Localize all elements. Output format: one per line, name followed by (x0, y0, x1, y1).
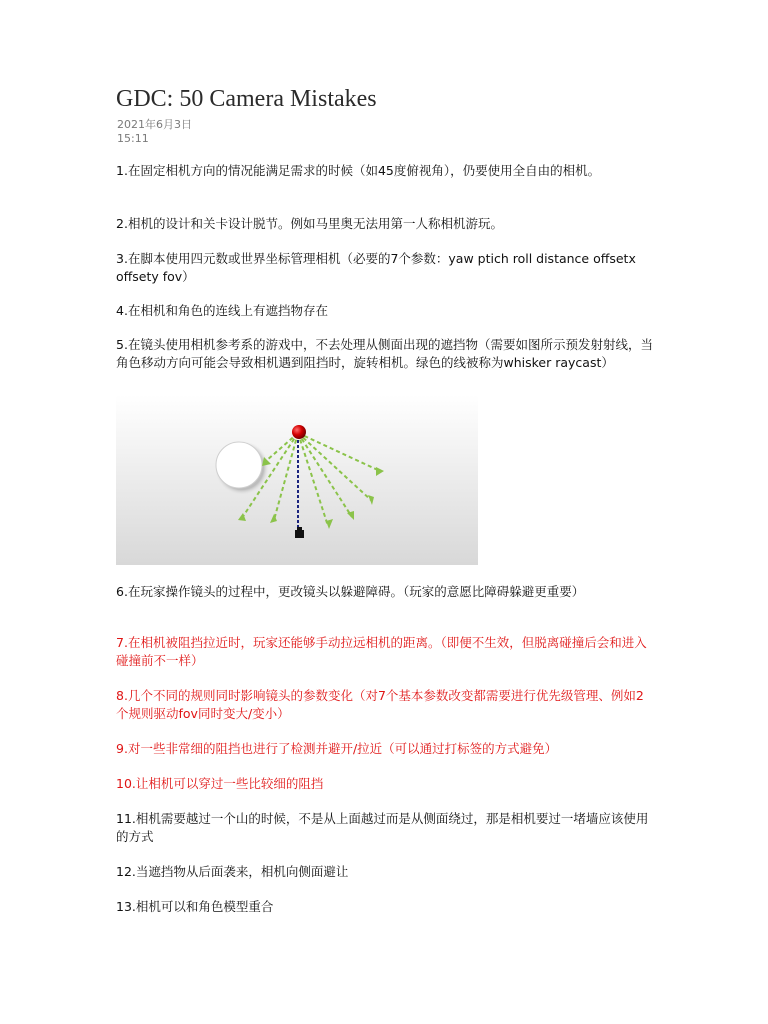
item-text: 在镜头使用相机参考系的游戏中，不去处理从侧面出现的遮挡物（需要如图所示预发射射线，当角色移动方向可能会导致相机遇到阻挡时，旋转相机。绿色的线被称为whisker raycast） (116, 337, 653, 370)
item-text: 在相机被阻挡拉近时，玩家还能够手动拉远相机的距离。（即便不生效，但脱离碰撞后会和进入碰撞前不一样） (116, 635, 647, 668)
item-number: 2. (116, 216, 128, 231)
list-item (116, 250, 656, 286)
item-number: 5. (116, 337, 128, 352)
item-text: 在相机和角色的连线上有遮挡物存在 (127, 303, 328, 318)
list-item (116, 336, 656, 372)
item-text: 当遮挡物从后面袭来，相机向侧面避让 (135, 864, 349, 879)
list-item (116, 810, 656, 846)
item-number: 9. (116, 741, 128, 756)
camera-ball (292, 425, 306, 439)
item-number: 3. (116, 251, 128, 266)
note-time: 15:11 (117, 132, 149, 145)
item-number: 7. (116, 635, 128, 650)
item-text: 相机的设计和关卡设计脱节。例如马里奥无法用第一人称相机游玩。 (127, 216, 503, 231)
item-number: 4. (116, 303, 128, 318)
item-text: 在固定相机方向的情况能满足需求的时候（如45度俯视角），仍要使用全自由的相机。 (127, 163, 601, 178)
item-text: 让相机可以穿过一些比较细的阻挡 (135, 776, 324, 791)
item-number: 1. (116, 163, 128, 178)
list-item (116, 634, 656, 670)
list-item (116, 687, 656, 723)
item-number: 12. (116, 864, 136, 879)
list-item (116, 775, 656, 793)
item-text: 相机需要越过一个山的时候，不是从上面越过而是从侧面绕过，那是相机要过一堵墙应该使用的方式 (116, 811, 649, 844)
list-item (116, 302, 656, 320)
item-number: 10. (116, 776, 136, 791)
item-text: 在玩家操作镜头的过程中，更改镜头以躲避障碍。（玩家的意愿比障碍躲避更重要） (127, 584, 585, 599)
item-text: 在脚本使用四元数或世界坐标管理相机（必要的7个参数：yaw ptich roll distance offsetx offsety fov） (116, 251, 636, 284)
note-date: 2021年6月3日 (117, 118, 192, 131)
diagram-svg (116, 395, 478, 565)
list-item (116, 863, 656, 881)
item-number: 13. (116, 899, 136, 914)
item-number: 6. (116, 584, 128, 599)
item-text: 几个不同的规则同时影响镜头的参数变化（对7个基本参数改变都需要进行优先级管理、例如2个规则驱动fov同时变大/变小） (116, 688, 644, 721)
list-item (116, 215, 656, 233)
page-title: GDC: 50 Camera Mistakes (116, 86, 377, 112)
whisker-raycast-diagram (116, 395, 478, 565)
list-item (116, 898, 656, 916)
list-item (116, 162, 656, 180)
item-number: 8. (116, 688, 128, 703)
obstacle-circle (216, 442, 262, 488)
list-item (116, 583, 656, 601)
list-item (116, 740, 656, 758)
item-text: 对一些非常细的阻挡也进行了检测并避开/拉近（可以通过打标签的方式避免） (127, 741, 558, 756)
item-number: 11. (116, 811, 136, 826)
item-text: 相机可以和角色模型重合 (135, 899, 274, 914)
